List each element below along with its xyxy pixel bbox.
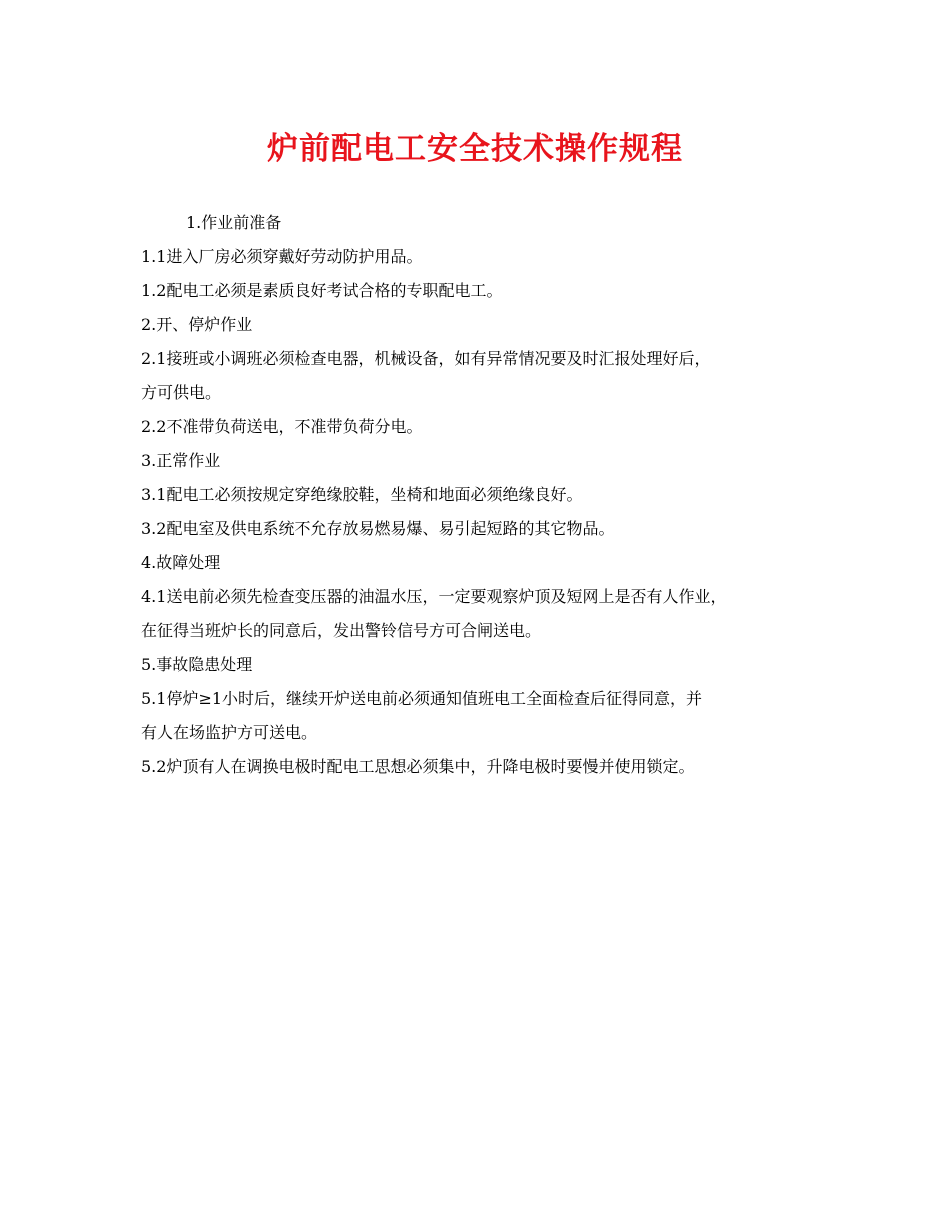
section-heading-2: 2.开、停炉作业	[141, 315, 253, 334]
paragraph-2-1-continued: 方可供电。	[141, 383, 222, 402]
paragraph-1-2: 1.2配电工必须是素质良好考试合格的专职配电工。	[141, 281, 503, 300]
paragraph-3-2: 3.2配电室及供电系统不允存放易燃易爆、易引起短路的其它物品。	[141, 519, 615, 538]
section-heading-5: 5.事故隐患处理	[141, 655, 253, 674]
paragraph-3-1: 3.1配电工必须按规定穿绝缘胶鞋，坐椅和地面必须绝缘良好。	[141, 485, 583, 504]
paragraph-5-1: 5.1停炉≥1小时后，继续开炉送电前必须通知值班电工全面检查后征得同意，并	[141, 689, 703, 708]
paragraph-5-2: 5.2炉顶有人在调换电极时配电工思想必须集中，升降电极时要慢并使用锁定。	[141, 757, 695, 776]
paragraph-5-1-continued: 有人在场监护方可送电。	[141, 723, 318, 742]
paragraph-4-1-continued: 在征得当班炉长的同意后，发出警铃信号方可合闸送电。	[141, 621, 542, 640]
section-heading-1: 1.作业前准备	[186, 213, 282, 232]
section-heading-3: 3.正常作业	[141, 451, 221, 470]
paragraph-1-1: 1.1进入厂房必须穿戴好劳动防护用品。	[141, 247, 423, 266]
paragraph-2-1: 2.1接班或小调班必须检查电器，机械设备，如有异常情况要及时汇报处理好后，	[141, 349, 711, 368]
document-title: 炉前配电工安全技术操作规程	[267, 131, 683, 167]
paragraph-4-1: 4.1送电前必须先检查变压器的油温水压，一定要观察炉顶及短网上是否有人作业，	[141, 587, 727, 606]
paragraph-2-2: 2.2不准带负荷送电，不准带负荷分电。	[141, 417, 423, 436]
section-heading-4: 4.故障处理	[141, 553, 221, 572]
document-body	[141, 206, 831, 784]
